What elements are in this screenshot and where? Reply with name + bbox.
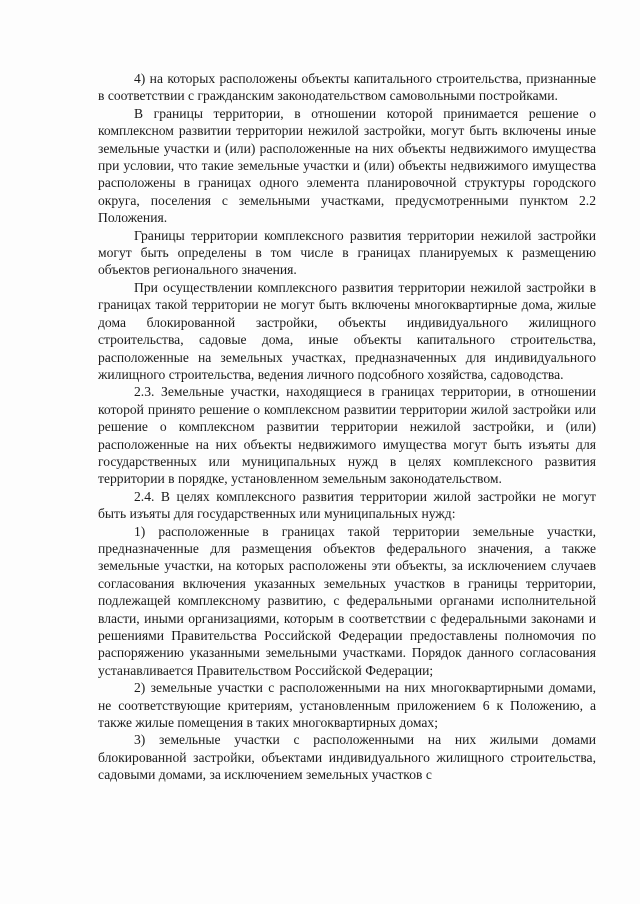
paragraph-2-4-item-2: 2) земельные участки с расположенными на них многоквартирными домами, не соответствующие критериям, установленным приложением 6 к Положению, а также жилые помещения в таких многоквартирных домах; (98, 680, 596, 731)
paragraph-2-4-item-3: 3) земельные участки с расположенными на них жилыми домами блокированной застройки, объектами индивидуального жилищного строительства, садовыми домами, за исключением земельных участков с (98, 732, 596, 783)
document-body (98, 70, 596, 784)
paragraph-2-4-item-1: 1) расположенные в границах такой территории земельные участки, предназначенные для размещения объектов федерального значения, а также земельные участки, на которых расположены эти объекты, за исключением случаев согласования включения указанных земельных участков в границы территории, подлежащей комплексному развитию, с федеральными органами исполнительной власти, иными организациями, которым в соответствии с федеральными законами и решениями Правительства Российской Федерации предоставлены полномочия по распоряжению указанными земельными участками. Порядок данного согласования устанавливается Правительством Российской Федерации; (98, 523, 596, 678)
paragraph-item-4: 4) на которых расположены объекты капитального строительства, признанные в соответствии с гражданским законодательством самовольными постройками. (98, 71, 596, 104)
paragraph-regional-objects: Границы территории комплексного развития территории нежилой застройки могут быть определены в том числе в границах планируемых к размещению объектов регионального значения. (98, 227, 596, 278)
paragraph-2-3: 2.3. Земельные участки, находящиеся в границах территории, в отношении которой принято решение о комплексном развитии территории жилой застройки или решение о комплексном развитии территории нежилой застройки, и (или) расположенные на них объекты недвижимого имущества могут быть изъяты для государственных или муниципальных нужд в целях комплексного развития территории в порядке, установленном земельным законодательством. (98, 384, 596, 487)
paragraph-2-4: 2.4. В целях комплексного развития территории жилой застройки не могут быть изъяты для государственных или муниципальных нужд: (98, 488, 596, 522)
paragraph-boundaries-nonresidential: В границы территории, в отношении которой принимается решение о комплексном развитии территории нежилой застройки, могут быть включены иные земельные участки и (или) расположенные на них объекты недвижимого имущества при условии, что такие земельные участки и (или) объекты недвижимого имущества расположены в границах одного элемента планировочной структуры городского округа, поселения с земельными участками, предусмотренными пунктом 2.2 Положения. (98, 105, 596, 226)
paragraph-exclusions: При осуществлении комплексного развития территории нежилой застройки в границах такой территории не могут быть включены многоквартирные дома, жилые дома блокированной застройки, объекты индивидуального жилищного строительства, садовые дома, иные объекты капитального строительства, расположенные на земельных участках, предназначенных для индивидуального жилищного строительства, ведения личного подсобного хозяйства, садоводства. (98, 279, 596, 382)
